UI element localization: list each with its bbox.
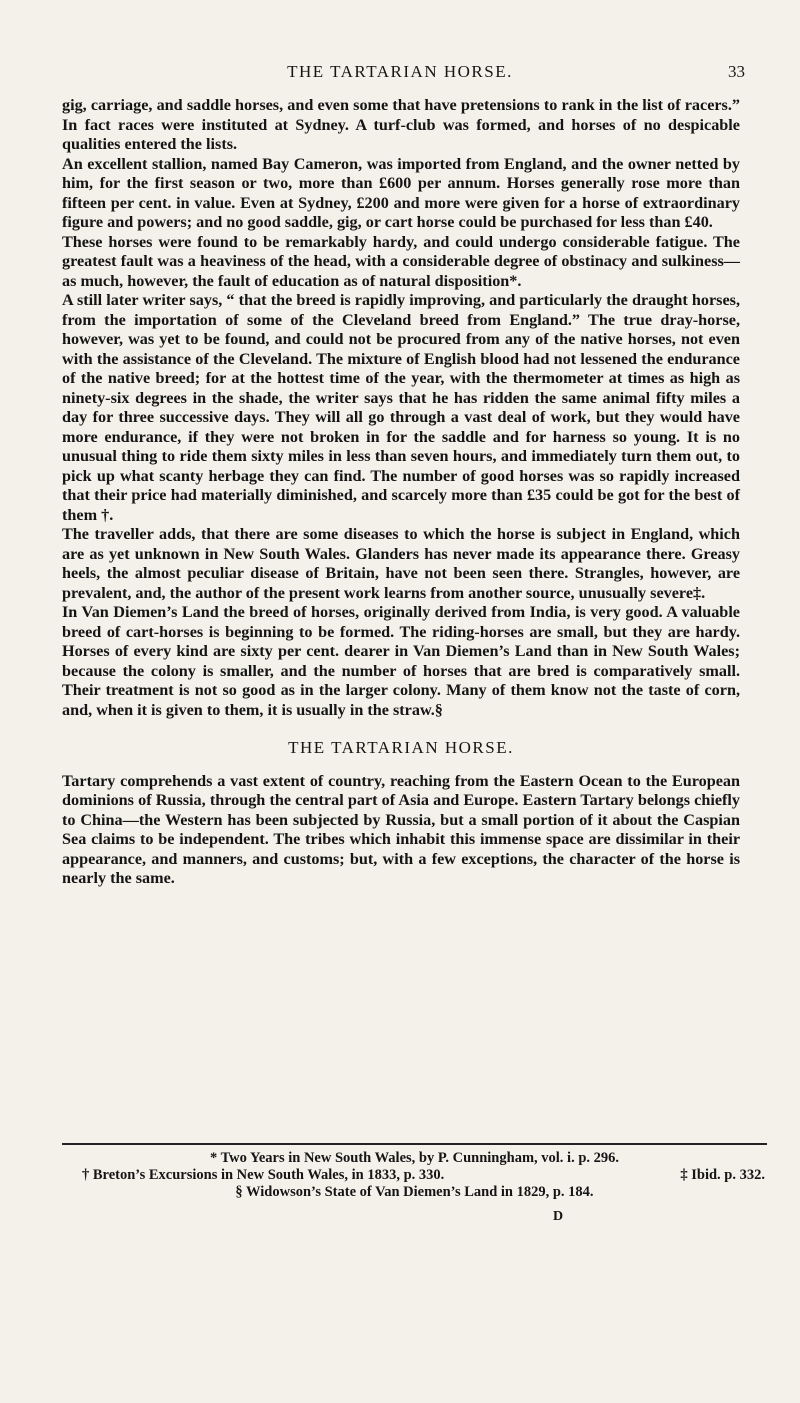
footnote: ‡ Ibid. p. 332. [680,1167,765,1183]
paragraph: These horses were found to be remarkably hardy, and could undergo considerable fatigue. The greatest fault was a heaviness of the head, with a considerable degree of obstinacy and sulkiness—as much, however, the fault of education as of natural disposition*. [62,232,740,290]
paragraph: gig, carriage, and saddle horses, and even some that have pretensions to rank in the list of racers.” In fact races were instituted at Sydney. A turf-club was formed, and horses of no despicable qualities entered the lists. [62,96,740,153]
footnote: † Breton’s Excursions in New South Wales, in 1833, p. 330. [82,1167,445,1183]
paragraph: Tartary comprehends a vast extent of country, reaching from the Eastern Ocean to the European dominions of Russia, through the central part of Asia and Europe. Eastern Tartary belongs chiefly to China—the Western has been subjected by Russia, but a small portion of it about the Caspian Sea claims to be independent. The tribes which inhabit this immense space are dissimilar in their appearance, and manners, and customs; but, with a few exceptions, the character of the horse is nearly the same. [62,771,740,887]
running-head [0,62,800,86]
footnotes [62,1150,767,1201]
footnote: * Two Years in New South Wales, by P. Cunningham, vol. i. p. 296. [209,1150,620,1166]
running-title: THE TARTARIAN HORSE. [287,62,513,81]
footnote: § Widowson’s State of Van Diemen’s Land in 1829, p. 184. [235,1184,594,1200]
paragraph: In Van Diemen’s Land the breed of horses, originally derived from India, is very good. A valuable breed of cart-horses is beginning to be formed. The riding-horses are small, but they are hardy. Horses of every kind are sixty per cent. dearer in Van Diemen’s Land than in New South Wales; because the colony is smaller, and the number of horses that are bred is comparatively small. Their treatment is not so good as in the larger colony. Many of them know not the taste of corn, and, when it is given to them, it is usually in the straw.§ [62,603,740,719]
paragraph: The traveller adds, that there are some diseases to which the horse is subject in England, which are as yet unknown in New South Wales. Glanders has never made its appearance there. Greasy heels, the almost peculiar disease of Britain, have not been seen there. Strangles, however, are prevalent, and, the author of the present work learns from another source, unusually severe‡. [62,525,740,602]
paragraph: A still later writer says, “ that the breed is rapidly improving, and particularly the draught horses, from the importation of some of the Cleveland breed from England.” The true dray-horse, however, was yet to be found, and could not be procured from any of the native horses, not even with the assistance of the Cleveland. The mixture of English blood had not lessened the endurance of the native breed; for at the hottest time of the year, with the thermometer at times as high as ninety-six degrees in the shade, the writer says that he has ridden the same animal fifty miles a day for three successive days. They will all go through a vast deal of work, but they would have more endurance, if they were not broken in for the saddle and for harness so young. It is no unusual thing to ride them sixty miles in less than seven hours, and immediately turn them out, to pick up what scanty herbage they can find. The number of good horses was so rapidly increased that their price had materially diminished, and scarcely more than £35 could be got for the best of them †. [62,291,740,524]
page-number: 33 [728,62,745,81]
footnote-rule [62,1143,767,1145]
section-heading: THE TARTARIAN HORSE. [288,738,514,757]
signature-mark: D [553,1209,564,1224]
paragraph: An excellent stallion, named Bay Cameron, was imported from England, and the owner netted by him, for the first season or two, more than £600 per annum. Horses generally rose more than fifteen per cent. in value. Even at Sydney, £200 and more were given for a horse of extraordinary figure and powers; and no good saddle, gig, or cart horse could be purchased for less than £40. [62,154,740,231]
body-text [62,96,740,889]
footnote-row [62,1167,767,1184]
